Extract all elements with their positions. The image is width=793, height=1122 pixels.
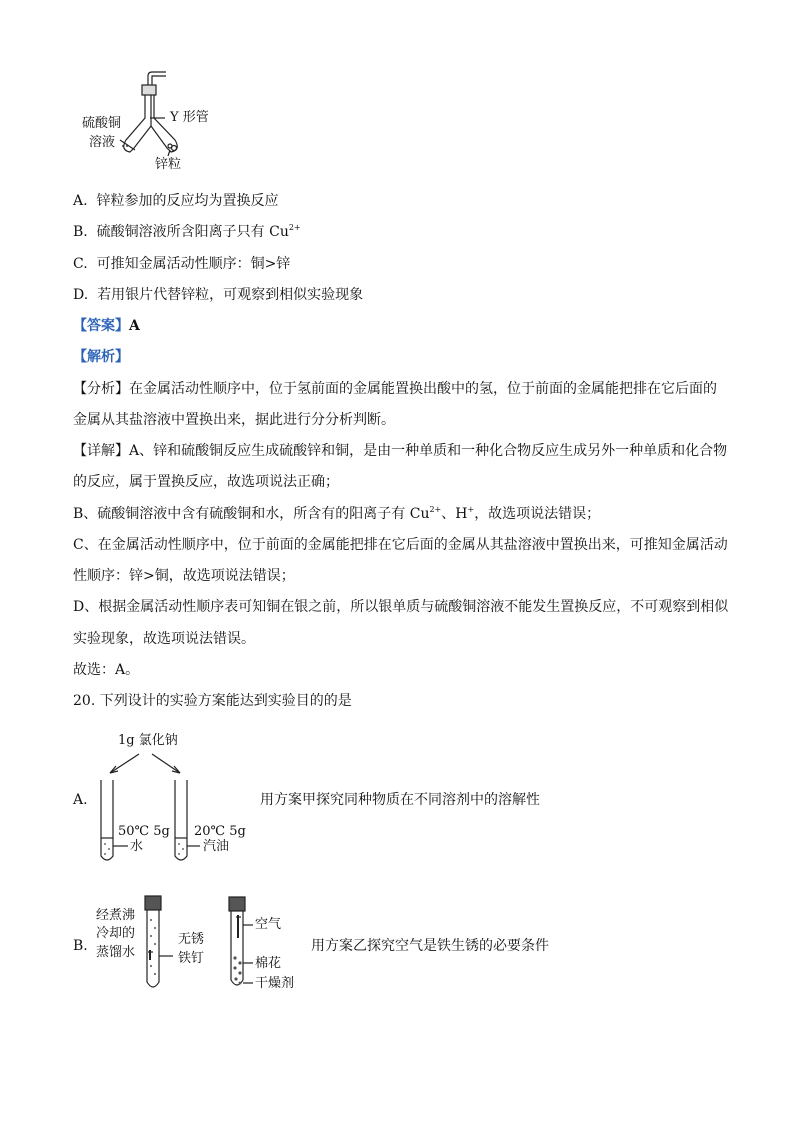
option-text: 可推知金属活动性顺序：铜>锌	[96, 256, 291, 272]
option-letter: A.	[73, 193, 88, 209]
q20-b-desc: 用方案乙探究空气是铁生锈的必要条件	[311, 938, 549, 954]
b-part3: ，故选项说法错误；	[474, 506, 601, 522]
choose-line: 故选：A。	[73, 662, 140, 678]
q20-a-desc: 用方案甲探究同种物质在不同溶剂中的溶解性	[260, 792, 540, 808]
tube2-label: 20℃ 5g	[194, 824, 246, 839]
c-explain-line-1: C、在金属活动性顺序中，位于前面的金属能把排在它后面的金属从其盐溶液中置换出来，可推知金属活动	[73, 537, 728, 553]
option-text: 锌粒参加的反应均为置换反应	[96, 193, 279, 209]
q20-a-letter: A.	[73, 792, 88, 808]
b-air: 空气	[255, 917, 282, 932]
fenxi-text: 在金属活动性顺序中，位于氢前面的金属能置换出酸中的氢，位于前面的金属能把排在它后面的	[129, 381, 717, 397]
tube1-label: 50℃ 5g	[118, 824, 170, 839]
q20-title: 20. 下列设计的实验方案能达到实验目的的是	[73, 693, 352, 709]
superscript: 2+	[288, 223, 301, 232]
option-letter: D.	[73, 287, 89, 303]
option-text: 硫酸铜溶液所含阳离子只有 Cu	[96, 224, 289, 240]
fig1-label-solution-1: 硫酸铜	[82, 116, 122, 131]
answer-value: A	[129, 318, 140, 334]
b-part1: B、硫酸铜溶液中含有硫酸铜和水，所含有的阳离子有 Cu	[73, 506, 430, 522]
superscript: +	[467, 505, 475, 514]
d-explain-line-2: 实验现象，故选项说法错误。	[73, 631, 255, 647]
b-cotton: 棉花	[255, 956, 282, 971]
tube2-liquid: 汽油	[203, 839, 230, 854]
b-part2: 、H	[441, 506, 468, 522]
q20-b-letter: B.	[73, 938, 88, 954]
answer-label: 【答案】	[73, 318, 129, 334]
analysis-label: 【解析】	[73, 349, 129, 365]
b-water-2: 冷却的	[96, 926, 136, 941]
fig1-label-zinc: 锌粒	[155, 157, 182, 172]
superscript: 2+	[429, 505, 442, 514]
option-text: 若用银片代替锌粒，可观察到相似实验现象	[97, 287, 364, 303]
b-water-1: 经煮沸	[96, 908, 136, 923]
d-explain-line-1: D、根据金属活动性顺序表可知铜在银之前，所以银单质与硫酸铜溶液不能发生置换反应，不可观察到相似	[73, 599, 729, 615]
option-letter: C.	[73, 256, 88, 272]
b-desiccant: 干燥剂	[255, 976, 295, 991]
q20-a-top-label: 1g 氯化钠	[118, 733, 178, 748]
c-explain-line-2: 性顺序：锌>铜，故选项说法错误；	[73, 568, 295, 584]
xiangjie-label: 【详解】	[73, 443, 129, 459]
xiangjie-text: A、锌和硫酸铜反应生成硫酸锌和铜，是由一种单质和一种化合物反应生成另外一种单质和化合物	[129, 443, 728, 459]
fig1-label-tube: Y 形管	[170, 110, 209, 125]
b-water-3: 蒸馏水	[96, 945, 136, 960]
b-nail-1: 无锈	[178, 932, 205, 947]
fig1-label-solution-2: 溶液	[89, 135, 116, 150]
fenxi-line-2: 金属从其盐溶液中置换出来，据此进行分分析判断。	[73, 412, 395, 428]
xiangjie-line-2: 的反应，属于置换反应，故选项说法正确；	[73, 474, 339, 490]
b-nail-2: 铁钉	[178, 951, 205, 966]
tube1-liquid: 水	[130, 839, 144, 854]
fenxi-label: 【分析】	[73, 381, 129, 397]
option-letter: B.	[73, 224, 88, 240]
